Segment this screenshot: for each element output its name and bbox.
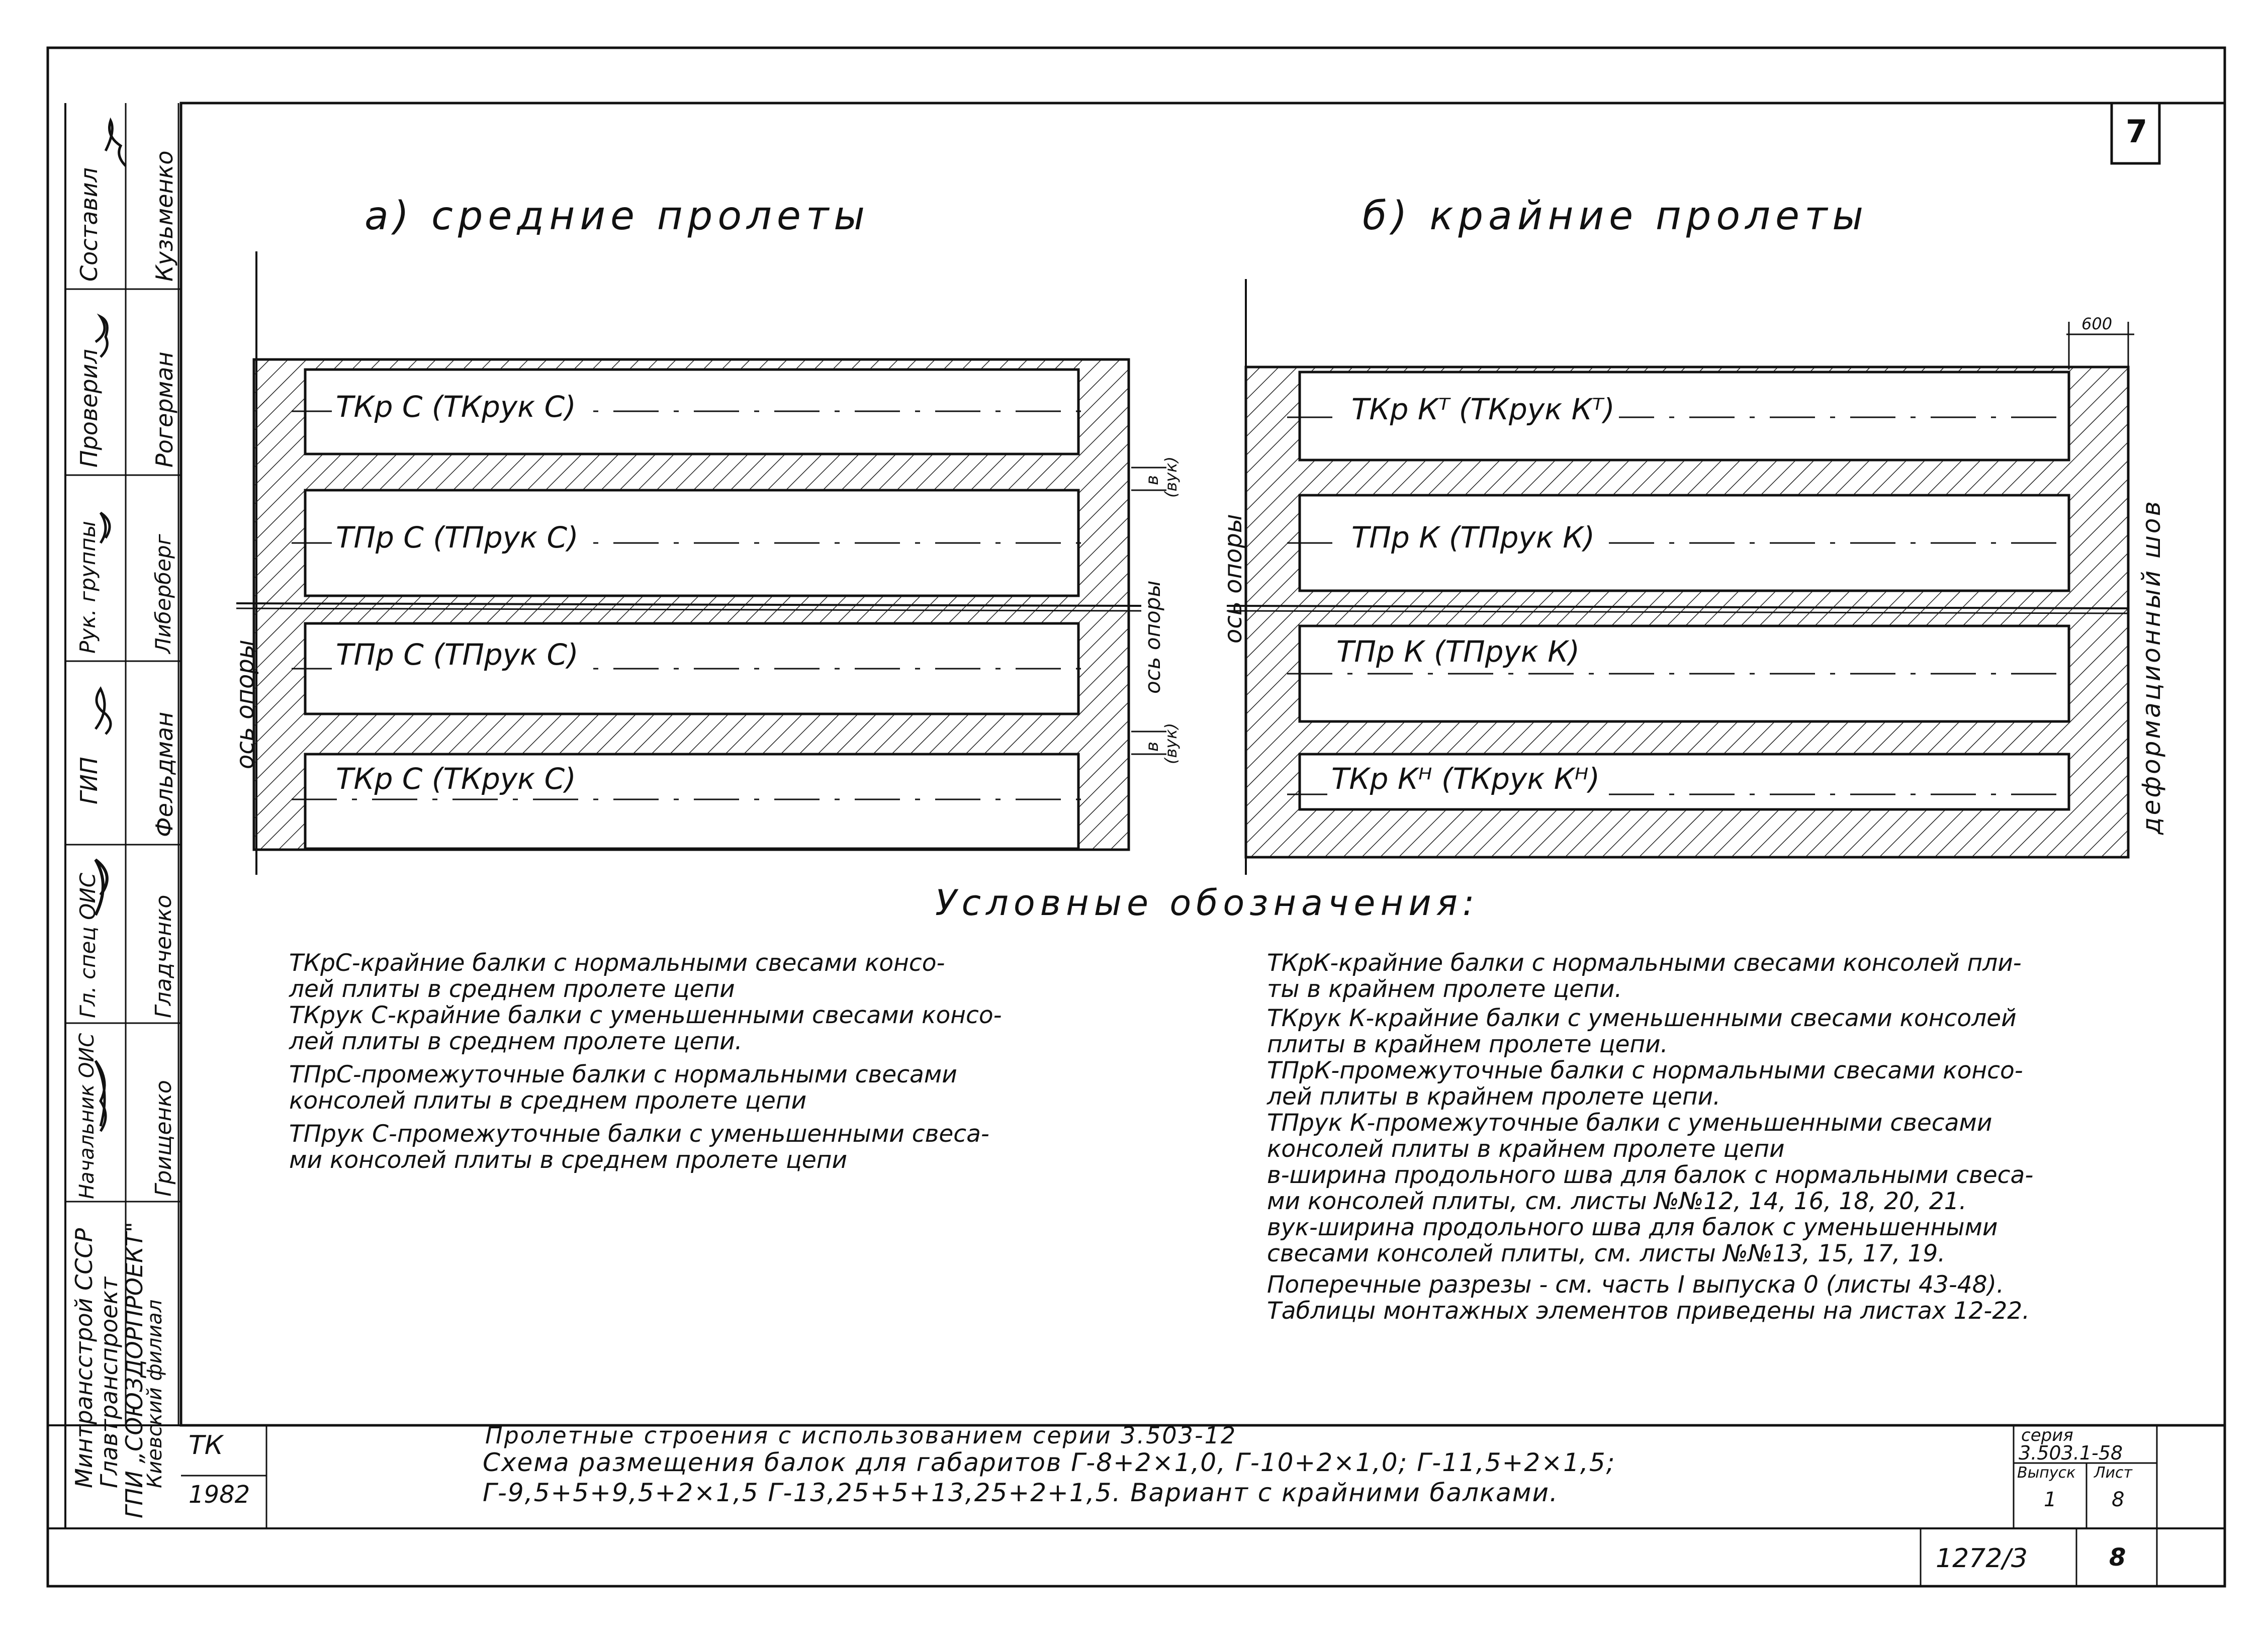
legend-line: консолей плиты в среднем пролете цепи — [289, 1087, 807, 1115]
legend-line: лей плиты в крайнем пролете цепи. — [1267, 1083, 1721, 1111]
legend-line: вук-ширина продольного шва для балок с уменьшенными — [1267, 1214, 1998, 1241]
legend-line: лей плиты в среднем пролете цепи. — [289, 1028, 743, 1055]
legend-line: ТПрук С-промежуточные балки с уменьшенными свеса- — [289, 1120, 989, 1148]
beam-label: ТПр С (ТПрук С) — [332, 638, 583, 672]
stamp-name: Рогерман — [151, 351, 178, 468]
beam-label: ТКр С (ТКрук С) — [332, 390, 580, 424]
legend-line: ТКрК-крайние балки с нормальными свесами консолей пли- — [1267, 949, 2022, 977]
beam-label: ТПр С (ТПрук С) — [332, 520, 583, 555]
stamp-name: Грищенко — [151, 1080, 176, 1197]
legend-line: ТПрук К-промежуточные балки с уменьшенными свесами — [1267, 1109, 1992, 1137]
issue-label: Выпуск — [2017, 1464, 2076, 1482]
stamp-role: Рук. группы — [75, 521, 100, 654]
joint-width-label: в — [1142, 741, 1162, 752]
legend-line: ТКрук С-крайние балки с уменьшенными свесами консо- — [289, 1001, 1002, 1029]
stamp-role: ГИП — [75, 757, 103, 804]
legend-line: ми консолей плиты в среднем пролете цепи — [289, 1146, 848, 1174]
stamp-role: Гл. спец ОИС — [75, 872, 100, 1018]
support-axis-label: ось опоры — [1140, 580, 1165, 694]
series-label: серия — [2021, 1425, 2073, 1445]
title-line-1: Пролетные строения с использованием серии 3.503-12 — [485, 1422, 1237, 1449]
beam-label: ТКр Кᵀ (ТКрук Кᵀ) — [1347, 392, 1619, 426]
legend-line: ТКрук К-крайние балки с уменьшенными свесами консолей — [1267, 1005, 2017, 1032]
drawing-year: 1982 — [189, 1481, 250, 1509]
legend-line: ми консолей плиты, см. листы №№12, 14, 16, 18, 20, 21. — [1267, 1188, 1967, 1215]
legend-line: ТПрС-промежуточные балки с нормальными свесами — [289, 1061, 957, 1088]
legend-line: в-ширина продольного шва для балок с нормальными свеса- — [1267, 1161, 2034, 1189]
title-line-2: Схема размещения балок для габаритов Г-8+2×1,0, Г-10+2×1,0; Г-11,5+2×1,5; — [483, 1448, 1616, 1477]
sheet-value: 8 — [2112, 1488, 2125, 1511]
beam-label: ТКр С (ТКрук С) — [332, 762, 580, 796]
stamp-role: Начальник ОИС — [75, 1033, 99, 1199]
stamp-role: Составил — [75, 167, 103, 282]
deformation-joint-label: деформационный шов — [2137, 499, 2166, 835]
heading-end-spans: б) крайние пролеты — [1363, 194, 1869, 239]
legend-line: консолей плиты в крайнем пролете цепи — [1267, 1135, 1785, 1163]
joint-width-label: (вук) — [1161, 722, 1181, 764]
stamp-org: Минтрансстрой СССР — [70, 1228, 98, 1488]
legend-line: лей плиты в среднем пролете цепи — [289, 975, 735, 1003]
series-value: 3.503.1-58 — [2019, 1442, 2123, 1464]
legend-line: Поперечные разрезы - см. часть I выпуска 0 (листы 43-48). — [1267, 1271, 2004, 1299]
support-axis-label: ось опоры — [231, 640, 259, 769]
legend-title: Условные обозначения: — [935, 882, 1480, 924]
legend-line: свесами консолей плиты, см. листы №№13, 15, 17, 19. — [1267, 1240, 1946, 1267]
stamp-name: Фельдман — [151, 711, 178, 837]
beam-label: ТПр К (ТПрук К) — [1347, 520, 1599, 555]
stamp-org: Главтранспроект — [96, 1277, 123, 1488]
dimension-label: 600 — [2081, 314, 2113, 333]
stamp-name: Либерберг — [151, 534, 175, 654]
stamp-org: Киевский филиал — [143, 1299, 166, 1488]
issue-value: 1 — [2044, 1488, 2057, 1511]
stamp-name: Гладченко — [151, 894, 176, 1018]
archive-number: 1272/3 — [1936, 1543, 2028, 1574]
beam-label: ТПр К (ТПрук К) — [1332, 634, 1584, 669]
heading-middle-spans: а) средние пролеты — [365, 194, 870, 239]
legend-line: ты в крайнем пролете цепи. — [1267, 975, 1622, 1003]
drawing-code: ТК — [189, 1430, 223, 1461]
stamp-name: Кузьменко — [151, 150, 178, 282]
joint-width-label: в — [1142, 475, 1162, 485]
sheet-label: Лист — [2094, 1464, 2133, 1482]
support-axis-label: ось опоры — [1219, 514, 1247, 644]
legend-line: Таблицы монтажных элементов приведены на листах 12-22. — [1267, 1297, 2030, 1325]
sheet-number: 7 — [2126, 113, 2148, 150]
title-line-3: Г-9,5+5+9,5+2×1,5 Г-13,25+5+13,25+2+1,5. Вариант с крайними балками. — [483, 1478, 1559, 1507]
stamp-org: ГПИ „СОЮЗДОРПРОЕКТ" — [121, 1222, 148, 1518]
stamp-role: Проверил — [75, 349, 103, 468]
beam-label: ТКр Кᴴ (ТКрук Кᴴ) — [1327, 762, 1604, 796]
legend-line: плиты в крайнем пролете цепи. — [1267, 1031, 1668, 1058]
legend-line: ТКрС-крайние балки с нормальными свесами консо- — [289, 949, 945, 977]
joint-width-label: (вук) — [1161, 456, 1181, 498]
format-number: 8 — [2109, 1543, 2126, 1572]
legend-line: ТПрК-промежуточные балки с нормальными свесами консо- — [1267, 1057, 2023, 1084]
